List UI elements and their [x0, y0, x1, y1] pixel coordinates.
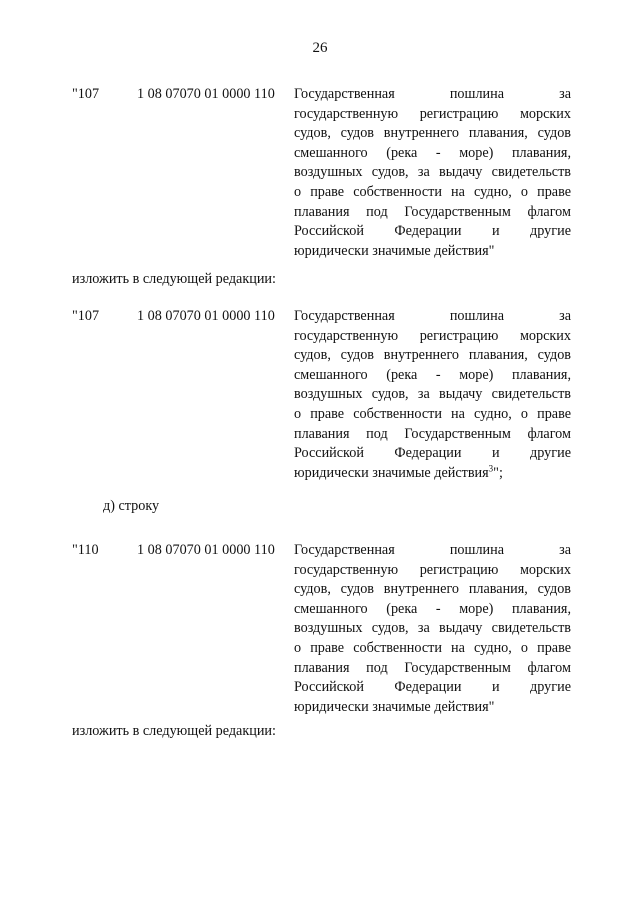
description-line: Российской Федерации и другие — [294, 223, 571, 240]
description-line: о праве собственности на судно, о праве — [294, 183, 571, 200]
row-description — [294, 85, 571, 261]
description-line: плавания под Государственным флагом — [294, 203, 571, 220]
instruction-paragraph: изложить в следующей редакции: — [72, 271, 276, 287]
budget-classification-code: 1 08 07070 01 0000 110 — [137, 86, 275, 102]
description-line: воздушных судов, за выдачу свидетельств — [294, 164, 571, 181]
description-line: плавания под Государственным флагом — [294, 659, 571, 676]
description-line: юридически значимые действия" — [294, 242, 495, 259]
row-code: "107 — [72, 308, 100, 324]
description-line: воздушных судов, за выдачу свидетельств — [294, 620, 571, 637]
description-text: юридически значимые действия — [294, 464, 489, 481]
description-line: Государственная пошлина за — [294, 542, 571, 558]
description-line: судов, судов внутреннего плавания, судов — [294, 125, 571, 142]
description-line: смешанного (река - море) плавания, — [294, 366, 571, 383]
description-line: Государственная пошлина за — [294, 86, 571, 102]
row-description — [294, 541, 571, 717]
description-line: судов, судов внутреннего плавания, судов — [294, 347, 571, 364]
closing-quote: "; — [493, 464, 503, 481]
description-line: государственную регистрацию морских — [294, 561, 571, 578]
budget-classification-code: 1 08 07070 01 0000 110 — [137, 542, 275, 558]
description-line: о праве собственности на судно, о праве — [294, 639, 571, 656]
description-line: Российской Федерации и другие — [294, 679, 571, 696]
description-line: воздушных судов, за выдачу свидетельств — [294, 386, 571, 403]
page-number: 26 — [312, 40, 328, 56]
description-line — [294, 464, 571, 484]
description-line: Государственная пошлина за — [294, 308, 571, 324]
row-code: "110 — [72, 542, 99, 558]
footnote-mark: 3 — [488, 463, 494, 474]
description-line: судов, судов внутреннего плавания, судов — [294, 581, 571, 598]
description-line: юридически значимые действия" — [294, 698, 495, 715]
description-line: смешанного (река - море) плавания, — [294, 144, 571, 161]
instruction-paragraph: изложить в следующей редакции: — [72, 723, 276, 739]
instruction-paragraph: д) строку — [103, 498, 160, 514]
description-line: о праве собственности на судно, о праве — [294, 405, 571, 422]
description-line: государственную регистрацию морских — [294, 327, 571, 344]
description-line: плавания под Государственным флагом — [294, 425, 571, 442]
description-line: смешанного (река - море) плавания, — [294, 600, 571, 617]
description-line: Российской Федерации и другие — [294, 445, 571, 462]
row-description — [294, 307, 571, 483]
row-code: "107 — [72, 86, 100, 102]
budget-classification-code: 1 08 07070 01 0000 110 — [137, 308, 275, 324]
description-line: государственную регистрацию морских — [294, 105, 571, 122]
